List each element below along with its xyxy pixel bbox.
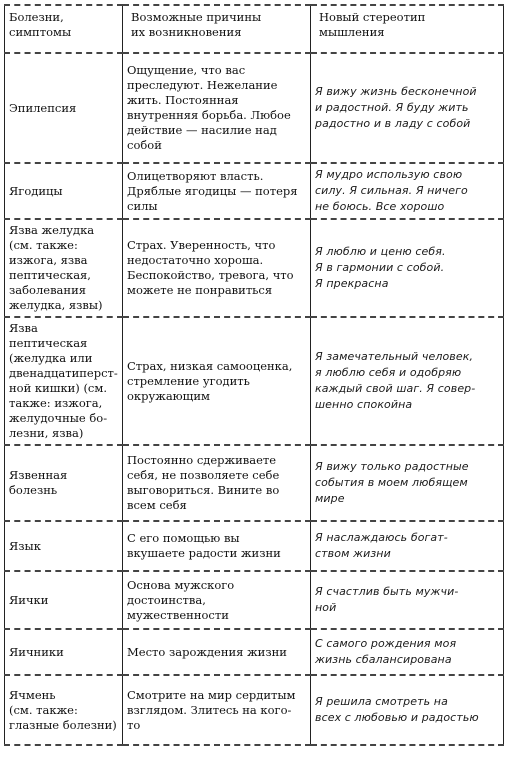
header-diseases: Болезни, симптомы: [5, 5, 123, 53]
table-row: [5, 629, 504, 675]
disease-cell: Язвенная болезнь: [5, 445, 123, 521]
disease-cell: Яичники: [5, 629, 123, 675]
table-row: [5, 163, 504, 219]
cause-cell: Основа мужского достоинства, мужественности: [123, 571, 311, 629]
affirmation-cell: Я наслаждаюсь богат- ством жизни: [311, 521, 504, 571]
header-new-thinking: Новый стереотип мышления: [311, 5, 504, 53]
cause-cell: Олицетворяют власть. Дряблые ягодицы — потеря силы: [123, 163, 311, 219]
disease-cell: Эпилепсия: [5, 53, 123, 163]
affirmation-cell: Я решила смотреть на всех с любовью и радостью: [311, 675, 504, 745]
table-row: [5, 445, 504, 521]
affirmation-cell: Я замечательный человек, я люблю себя и одобряю каждый свой шаг. Я совер- шенно спокойна: [311, 317, 504, 445]
table-row: [5, 53, 504, 163]
table-row: [5, 317, 504, 445]
disease-cell: Язва желудка (см. также: изжога, язва пептическая, заболевания желудка, язвы): [5, 219, 123, 317]
table-row: [5, 219, 504, 317]
affirmation-cell: Я люблю и ценю себя. Я в гармонии с собой. Я прекрасна: [311, 219, 504, 317]
disease-cell: Яички: [5, 571, 123, 629]
cause-cell: Смотрите на мир сердитым взглядом. Злитесь на кого- то: [123, 675, 311, 745]
cause-cell: Страх. Уверенность, что недостаточно хороша. Беспокойство, тревога, что можете не понравиться: [123, 219, 311, 317]
affirmation-cell: Я мудро использую свою силу. Я сильная. Я ничего не боюсь. Все хорошо: [311, 163, 504, 219]
header-causes: Возможные причины их возникновения: [123, 5, 311, 53]
disease-affirmation-table: [4, 4, 504, 746]
affirmation-cell: Я вижу только радостные события в моем любящем мире: [311, 445, 504, 521]
table-row: [5, 675, 504, 745]
disease-cell: Ячмень (см. также: глазные болезни): [5, 675, 123, 745]
table-body: [5, 53, 504, 745]
cause-cell: Постоянно сдерживаете себя, не позволяете себе выговориться. Вините во всем себя: [123, 445, 311, 521]
disease-cell: Ягодицы: [5, 163, 123, 219]
cause-cell: Ощущение, что вас преследуют. Нежелание жить. Постоянная внутренняя борьба. Любое действие — насилие над собой: [123, 53, 311, 163]
affirmation-cell: Я счастлив быть мужчи- ной: [311, 571, 504, 629]
table-header-row: [5, 5, 504, 53]
disease-cell: Язык: [5, 521, 123, 571]
disease-cell: Язва пептическая (желудка или двенадцатиперст- ной кишки) (см. также: изжога, желудочные бо- лезни, язва): [5, 317, 123, 445]
table-row: [5, 521, 504, 571]
affirmation-cell: Я вижу жизнь бесконечной и радостной. Я буду жить радостно и в ладу с собой: [311, 53, 504, 163]
table-row: [5, 571, 504, 629]
cause-cell: С его помощью вы вкушаете радости жизни: [123, 521, 311, 571]
cause-cell: Место зарождения жизни: [123, 629, 311, 675]
cause-cell: Страх, низкая самооценка, стремление угодить окружающим: [123, 317, 311, 445]
affirmation-cell: С самого рождения моя жизнь сбалансирована: [311, 629, 504, 675]
